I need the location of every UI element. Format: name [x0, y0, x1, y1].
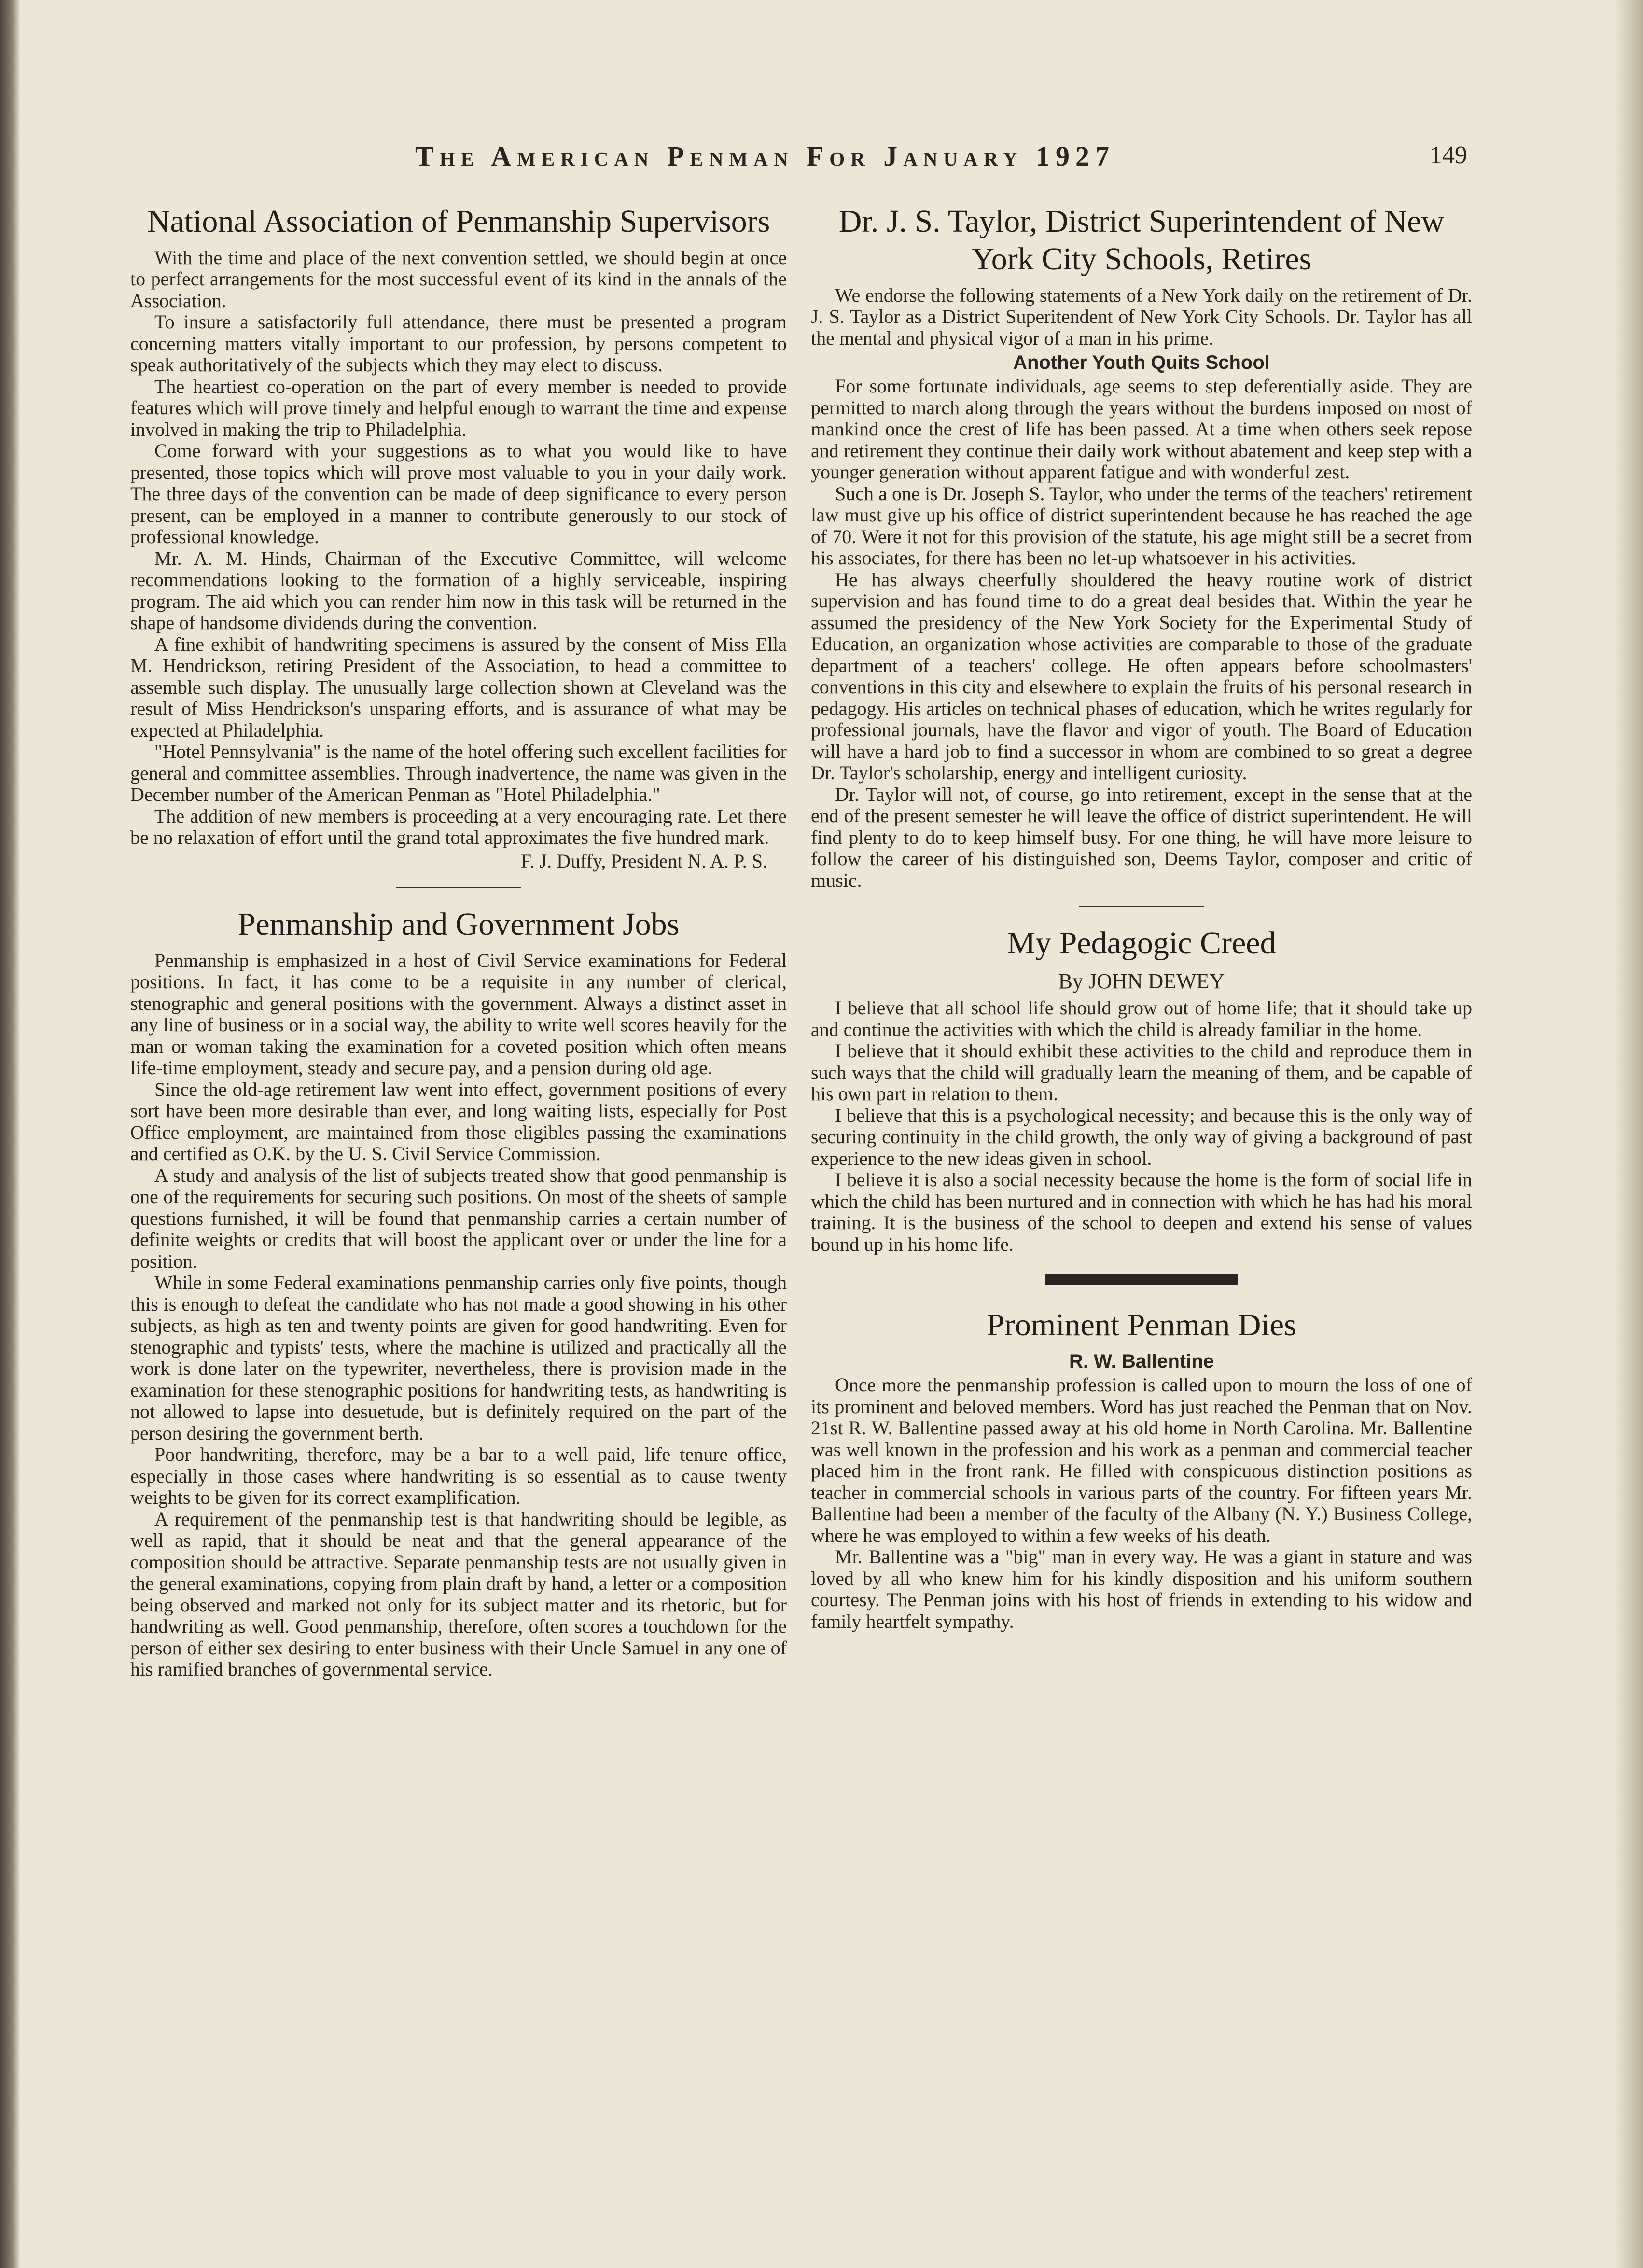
- article-paragraph: A study and analysis of the list of subjects treated show that good penmanship is one of the requirements for securing such positions. On most of the sheets of sample questions furnished, it will be found that penmanship carries a certain number of definite weights or credits that will boost the applicant over or under the line for a position.: [130, 1164, 787, 1272]
- article-paragraph: Mr. Ballentine was a "big" man in every way. He was a giant in stature and was loved by all who knew him for his kindly disposition and his uniform southern courtesy. The Penman joins with his host of friends in extending to his widow and family heartfelt sympathy.: [811, 1546, 1472, 1632]
- signature: F. J. Duffy, President N. A. P. S.: [520, 850, 767, 872]
- article-intro: We endorse the following statements of a New York daily on the retirement of Dr. J. S. Taylor as a District Superitendent of New York City Schools. Dr. Taylor has all the mental and physical vigor of a man in his prime.: [811, 284, 1472, 349]
- article-paragraph: Dr. Taylor will not, of course, go into retirement, except in the sense that at the end of the present semester he will leave the office of district superintendent. He will find plenty to do to keep himself busy. For one thing, he will have more leisure to follow the career of his distinguished son, Deems Taylor, composer and critic of music.: [811, 783, 1472, 891]
- page-number: 149: [1430, 141, 1467, 169]
- article-subhead: R. W. Ballentine: [1069, 1351, 1214, 1372]
- article-paragraph: While in some Federal examinations penmanship carries only five points, though this is enough to defeat the candidate who has not made a good showing in his other subjects, as high as ten and twenty points are given for good handwriting. Even for stenographic and typists' tests, where the machine is utilized and practically all the work is done later on the typewriter, nevertheless, there is provision made in the examination for these stenographic positions for handwriting tests, as handwriting is not allowed to lapse into desuetude, but is definitely required on the part of the person desiring the government berth.: [130, 1272, 787, 1444]
- article-paragraph: The addition of new members is proceeding at a very encouraging rate. Let there be no relaxation of effort until the grand total approximates the five hundred mark.: [130, 805, 787, 849]
- page-binding-shadow: [0, 0, 20, 2268]
- article-paragraph: Come forward with your suggestions as to what you would like to have presented, those topics which will prove most valuable to you in your daily work. The three days of the convention can be made of deep significance to every person present, can be employed in a manner to contribute generously to our stock of professional knowledge.: [130, 440, 787, 548]
- left-column: [130, 203, 787, 1680]
- article-paragraph: Mr. A. M. Hinds, Chairman of the Executive Committee, will welcome recommendations looking to the formation of a highly serviceable, inspiring program. The aid which you can render him now in this task will be returned in the shape of handsome dividends during the convention.: [130, 547, 787, 634]
- article-paragraph: Once more the penmanship profession is called upon to mourn the loss of one of its prominent and beloved members. Word has just reached the Penman that on Nov. 21st R. W. Ballentine passed away at his old home in North Carolina. Mr. Ballentine was well known in the profession and his work as a penman and commercial teacher placed him in the front rank. He filled with conspicuous distinction positions as teacher in commercial schools in various parts of the country. For fifteen years Mr. Ballentine had been a member of the faculty of the Albany (N. Y.) Business College, where he was employed to within a few weeks of his death.: [811, 1374, 1472, 1546]
- article-paragraph: Penmanship is emphasized in a host of Civil Service examinations for Federal positions. In fact, it has come to be a requisite in any number of clerical, stenographic and general positions with the government. Always a distinct asset in any line of business or in a social way, the ability to write well scores heavily for the man or woman taking the examination for a coveted position which often means life-time employment, steady and secure pay, and a pension during old age.: [130, 949, 787, 1079]
- article-title: Penmanship and Government Jobs: [237, 906, 680, 942]
- byline: By JOHN DEWEY: [1058, 969, 1225, 994]
- article-paragraph: With the time and place of the next convention settled, we should begin at once to perfect arrangements for the most successful event of its kind in the annals of the Association.: [130, 246, 787, 311]
- taylor-article: [811, 203, 1472, 907]
- napms-article: [130, 203, 787, 888]
- article-paragraph: Such a one is Dr. Joseph S. Taylor, who under the terms of the teachers' retirement law must give up his office of district superintendent because he has reached the age of 70. Were it not for this provision of the statute, his age might still be a secret from his associates, for there has been no let-up whatsoever in his activities.: [811, 482, 1472, 569]
- creed-article: [811, 924, 1472, 1285]
- running-head: The American Penman For January 1927: [415, 140, 1115, 172]
- article-title: Dr. J. S. Taylor, District Superintendent of New York City Schools, Retires: [838, 204, 1445, 277]
- article-title: Prominent Penman Dies: [987, 1307, 1296, 1343]
- article-paragraph: He has always cheerfully shouldered the heavy routine work of district supervision and has found time to do a great deal besides that. Within the year he assumed the presidency of the New York Society for the Experimental Study of Education, an organization whose activities are comparable to those of the graduate department of a teachers' college. He often appears before schoolmasters' conventions in this city and elsewhere to explain the fruits of his personal research in pedagogy. His articles on technical phases of education, which he writes regularly for professional journals, have the flavor and vigor of youth. The Board of Education will have a hard job to find a successor in whom are combined to so great a degree Dr. Taylor's scholarship, energy and intelligent curiosity.: [811, 568, 1472, 784]
- article-paragraph: I believe that all school life should grow out of home life; that it should take up and continue the activities with which the child is already familiar in the home.: [811, 997, 1472, 1040]
- article-paragraph: I believe that it should exhibit these activities to the child and reproduce them in such ways that the child will gradually learn the meaning of them, and be capable of his own part in relation to them.: [811, 1040, 1472, 1105]
- article-paragraph: For some fortunate individuals, age seems to step deferentially aside. They are permitted to march along through the years without the burdens imposed on most of mankind once the crest of life has been passed. At a time when others seek repose and retirement they continue their daily work without abatement and keep step with a younger generation without apparent fatigue and with wonderful zest.: [811, 375, 1472, 483]
- article-paragraph: Poor handwriting, therefore, may be a bar to a well paid, life tenure office, especially in those cases where handwriting is so essential as to cause twenty weights to be given for its correct examplification.: [130, 1443, 787, 1509]
- page-header: [130, 140, 1506, 174]
- article-title: My Pedagogic Creed: [1007, 925, 1276, 961]
- article-paragraph: Since the old-age retirement law went into effect, government positions of every sort have been more desirable than ever, and long waiting lists, especially for Post Office employment, are maintained from those eligibles passing the examinations and certified as O.K. by the U. S. Civil Service Commission.: [130, 1078, 787, 1165]
- article-paragraph: The heartiest co-operation on the part of every member is needed to provide features which will prove timely and helpful enough to warrant the time and expense involved in making the trip to Philadelphia.: [130, 375, 787, 440]
- article-paragraph: A requirement of the penmanship test is that handwriting should be legible, as well as rapid, that it should be neat and that the general appearance of the composition should be attractive. Separate penmanship tests are not usually given in the general examinations, copying from plain draft by hand, a letter or a composition being observed and marked not only for its subject matter and its rhetoric, but for handwriting as well. Good penmanship, therefore, often scores a touchdown for the person of either sex desiring to enter business with their Uncle Samuel in any one of his ramified branches of governmental service.: [130, 1508, 787, 1680]
- article-subhead: Another Youth Quits School: [1013, 352, 1270, 374]
- section-divider: [1079, 906, 1204, 907]
- jobs-article: [130, 906, 787, 1680]
- article-paragraph: To insure a satisfactorily full attendance, there must be presented a program concerning matters vitally important to our profession, by persons competent to speak authoritatively of the subjects which they may elect to discuss.: [130, 311, 787, 376]
- article-paragraph: I believe it is also a social necessity because the home is the form of social life in which the child has been nurtured and in connection with which he has had his moral training. It is the business of the school to deepen and extend his sense of values bound up in his home life.: [811, 1169, 1472, 1255]
- page-edge: [1614, 0, 1643, 2268]
- article-paragraph: A fine exhibit of handwriting specimens is assured by the consent of Miss Ella M. Hendrickson, retiring President of the Association, to head a committee to assemble such display. The unusually large collection shown at Cleveland was the result of Miss Hendrickson's unsparing efforts, and is assurance of what may be expected at Philadelphia.: [130, 633, 787, 741]
- black-bar-divider: [1045, 1274, 1238, 1285]
- article-paragraph: I believe that this is a psychological necessity; and because this is the only way of securing continuity in the child growth, the only way of giving a background of past experience to the new ideas given in school.: [811, 1104, 1472, 1169]
- right-column: [811, 203, 1472, 1632]
- article-paragraph: "Hotel Pennsylvania" is the name of the hotel offering such excellent facilities for general and committee assemblies. Through inadvertence, the name was given in the December number of the American Penman as "Hotel Philadelphia.": [130, 741, 787, 806]
- article-title: National Association of Penmanship Supervisors: [147, 204, 770, 239]
- obituary-article: [811, 1306, 1472, 1632]
- section-divider: [396, 887, 521, 888]
